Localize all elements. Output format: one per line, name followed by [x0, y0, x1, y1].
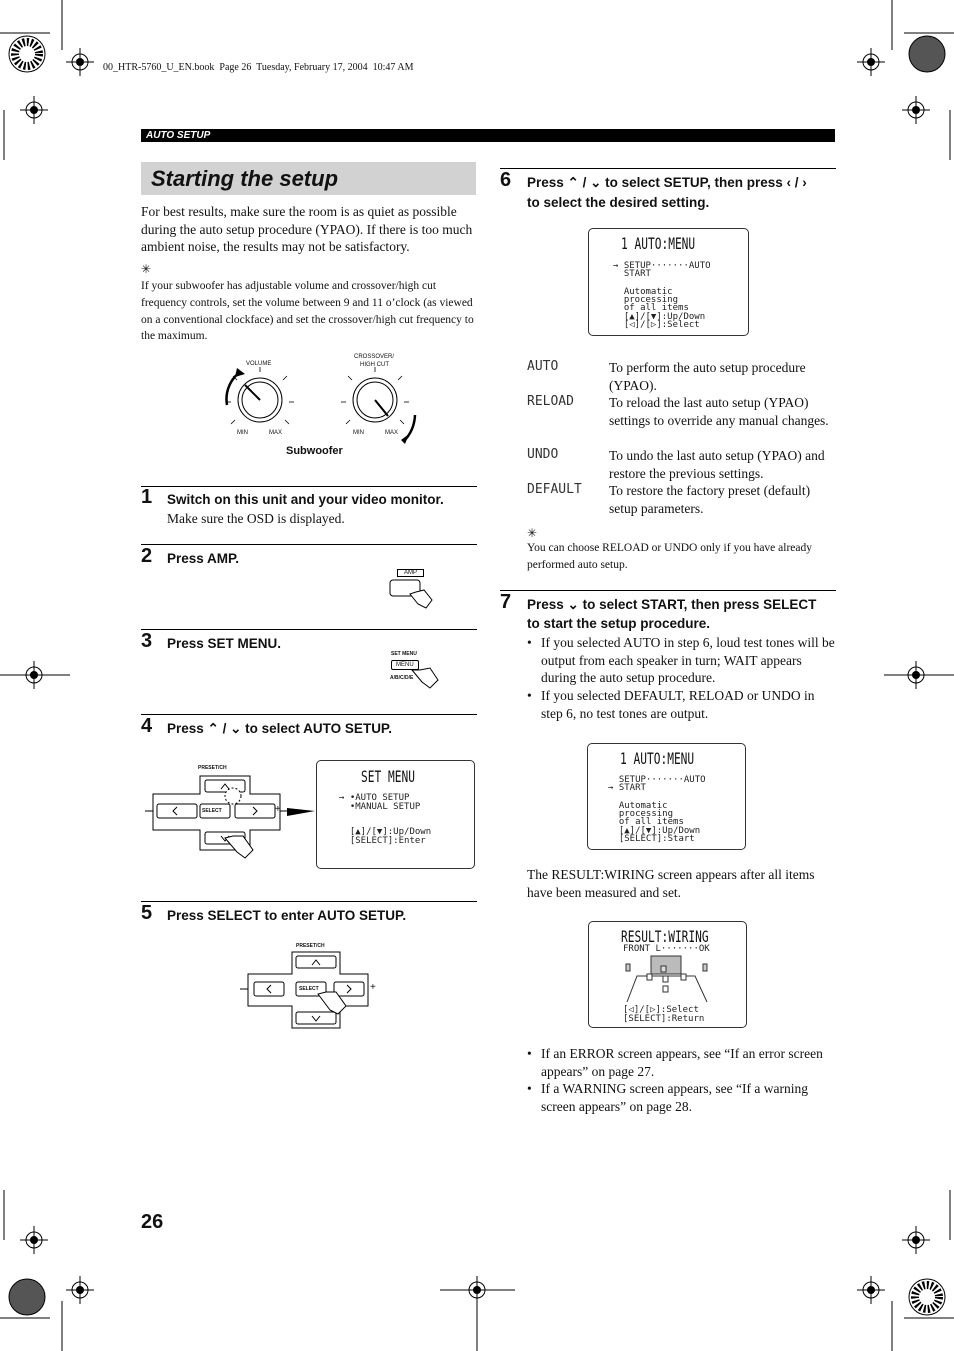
- setmenu-sub-label: A/B/C/D/E: [390, 675, 414, 681]
- final-bullet-2: • If a WARNING screen appears, see “If a warning screen appears” on page 28.: [541, 1080, 836, 1115]
- step7-rule: [500, 590, 836, 591]
- automenu1-line-5: of all items: [613, 303, 689, 313]
- option-desc-undo: To undo the last auto setup (YPAO) and restore the previous settings.: [609, 448, 825, 481]
- option-key-undo: UNDO: [527, 447, 559, 462]
- pad5-select-label: SELECT: [299, 986, 319, 992]
- step4-rule: [141, 714, 477, 715]
- pad5-preset-label: PRESET/CH: [296, 943, 325, 949]
- tip-icon-2: ✳: [527, 526, 538, 540]
- step6-title-a: Press ⌃ / ⌄ to select SETUP, then press ‹ / ›: [527, 175, 807, 190]
- automenu1-line-1: → SETUP·······AUTO: [613, 261, 711, 271]
- tip-subwoofer: If your subwoofer has adjustable volume and crossover/high cut frequency controls, set the volume between 9 and 11 o’clock (as viewed on a conventional clockface) and set the crossover/high cut frequency to the maximum.: [141, 280, 474, 343]
- setmenu-hand-illustration: [410, 664, 442, 692]
- step5-rule: [141, 901, 477, 902]
- setmenu-line-4: [SELECT]:Enter: [339, 836, 426, 846]
- osd-screen-automenu-2: [587, 743, 746, 850]
- automenu2-line-6: [▲]/[▼]:Up/Down: [608, 826, 701, 836]
- step6-rule: [500, 168, 836, 169]
- step4-number: 4: [141, 715, 153, 737]
- speaker-layout-diagram: [625, 954, 711, 1004]
- option-key-default: DEFAULT: [527, 482, 582, 497]
- remote-preset-label: PRESET/CH: [198, 765, 227, 771]
- volume-min-label: MIN: [237, 430, 248, 436]
- setmenu-button-label: MENU: [391, 660, 419, 670]
- automenu2-line-4: processing: [608, 809, 674, 819]
- option-desc-default: To restore the factory preset (default) setup parameters.: [609, 483, 811, 516]
- print-header: 00_HTR-5760_U_EN.book Page 26 Tuesday, February 17, 2004 10:47 AM: [103, 62, 414, 73]
- osd-screen-setmenu: [316, 760, 475, 869]
- pad4-select-label: SELECT: [202, 808, 222, 814]
- option-desc-reload: To reload the last auto setup (YPAO) settings to override any manual changes.: [609, 395, 829, 428]
- setmenu-line-3: [▲]/[▼]:Up/Down: [339, 827, 432, 837]
- tip-icon: ✳: [141, 262, 152, 276]
- option-desc-auto: To perform the auto setup procedure (YPAO).: [609, 360, 806, 393]
- result-title: RESULT:WIRING: [621, 927, 709, 946]
- page-number: 26: [141, 1211, 164, 1233]
- page-title: Starting the setup: [151, 166, 339, 191]
- automenu2-line-2: → START: [608, 783, 646, 793]
- automenu2-line-1: SETUP·······AUTO: [608, 775, 706, 785]
- volume-label: VOLUME: [246, 361, 272, 367]
- amp-button-label: AMP: [397, 569, 424, 577]
- step2-rule: [141, 544, 477, 545]
- section-bar-label: AUTO SETUP: [146, 130, 211, 141]
- step6-number: 6: [500, 169, 512, 191]
- option-key-reload: RELOAD: [527, 394, 574, 409]
- step7-title-a: Press ⌄ to select START, then press SELECT: [527, 597, 817, 612]
- step1-body: Make sure the OSD is displayed.: [167, 511, 345, 526]
- step4-title: Press ⌃ / ⌄ to select AUTO SETUP.: [167, 721, 392, 736]
- section-title-box: [141, 162, 476, 195]
- intro-paragraph: For best results, make sure the room is as quiet as possible during the auto setup procedure (YPAO). If there is too much ambient noise, the results may not be satisfactory.: [141, 204, 473, 254]
- cursor-pad-illustration-step4: [145, 770, 320, 862]
- crossover-label-1: CROSSOVER/: [354, 354, 395, 360]
- subwoofer-caption: Subwoofer: [286, 445, 343, 457]
- step3-title: Press SET MENU.: [167, 636, 282, 651]
- final-bullet-1: • If an ERROR screen appears, see “If an error screen appears” on page 27.: [541, 1045, 836, 1080]
- step3-number: 3: [141, 630, 153, 652]
- section-bar: [141, 129, 835, 142]
- result-line-2: [◁]/[▷]:Select: [623, 1005, 699, 1015]
- step1-rule: [141, 486, 477, 487]
- automenu1-line-4: processing: [613, 295, 679, 305]
- automenu1-line-2: START: [613, 269, 651, 279]
- automenu1-title: 1 AUTO:MENU: [621, 234, 696, 253]
- automenu2-title: 1 AUTO:MENU: [620, 749, 695, 768]
- pad5-plus-label: +: [370, 982, 376, 993]
- osd-screen-automenu-1: [588, 228, 749, 336]
- automenu1-line-3: Automatic: [613, 287, 673, 297]
- amp-button-press-illustration: [388, 578, 438, 613]
- step3-rule: [141, 629, 477, 630]
- step1-title: Switch on this unit and your video monitor.: [167, 492, 444, 507]
- setmenu-screen-title: SET MENU: [361, 767, 415, 786]
- setmenu-line-1: → •AUTO SETUP: [339, 793, 410, 803]
- osd-screen-result-wiring: [588, 921, 747, 1028]
- result-line-3: [SELECT]:Return: [623, 1014, 705, 1024]
- automenu1-line-7: [◁]/[▷]:Select: [613, 320, 700, 330]
- step1-number: 1: [141, 486, 153, 508]
- automenu2-line-7: [SELECT]:Start: [608, 834, 695, 844]
- setmenu-line-2: •MANUAL SETUP: [339, 802, 421, 812]
- result-intro: The RESULT:WIRING screen appears after all items have been measured and set.: [527, 867, 815, 900]
- automenu2-line-3: Automatic: [608, 801, 668, 811]
- volume-max-label: MAX: [269, 430, 283, 436]
- step7-title-b: to start the setup procedure.: [527, 616, 711, 631]
- step2-number: 2: [141, 545, 153, 567]
- step2-title: Press AMP.: [167, 551, 240, 566]
- setmenu-top-label: SET MENU: [391, 651, 417, 657]
- crossover-label-2: HIGH CUT: [360, 362, 389, 368]
- crossover-min-label: MIN: [353, 430, 364, 436]
- step5-number: 5: [141, 902, 153, 924]
- step5-title: Press SELECT to enter AUTO SETUP.: [167, 908, 407, 923]
- automenu1-line-6: [▲]/[▼]:Up/Down: [613, 312, 706, 322]
- result-line-1: FRONT L·······OK: [623, 944, 710, 954]
- option-key-auto: AUTO: [527, 359, 559, 374]
- tip-reload-undo: You can choose RELOAD or UNDO only if you have already performed auto setup.: [527, 542, 812, 571]
- automenu2-line-5: of all items: [608, 817, 684, 827]
- step6-title-b: to select the desired setting.: [527, 195, 710, 210]
- step7-bullet-1: • If you selected AUTO in step 6, loud test tones will be output from each speaker in turn; WAIT appears during the auto setup procedure.: [541, 634, 836, 687]
- crossover-max-label: MAX: [385, 430, 399, 436]
- step7-bullet-2: • If you selected DEFAULT, RELOAD or UNDO in step 6, no test tones are output.: [541, 687, 836, 722]
- step7-number: 7: [500, 591, 512, 613]
- pad4-plus-label: +: [275, 804, 281, 815]
